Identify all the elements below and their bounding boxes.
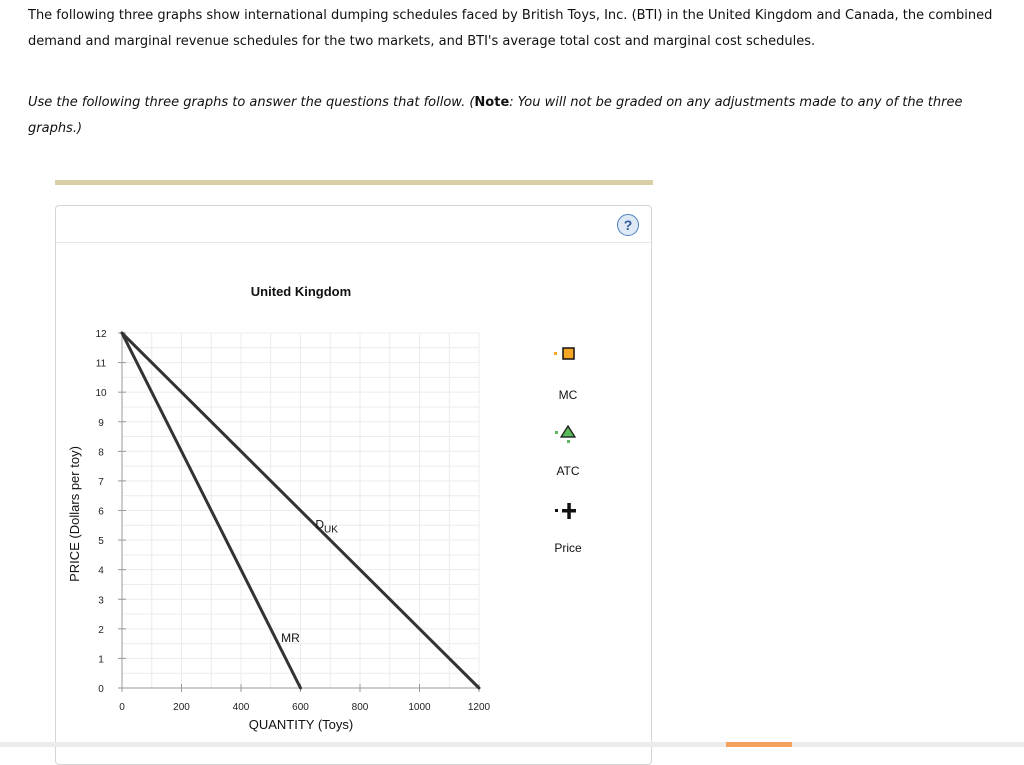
price-legend-item[interactable] [554,503,582,555]
chart-title: United Kingdom [250,284,352,299]
instructions-lead: Use the following three graphs to answer the questions that follow. ( [28,95,475,110]
bottom-scrollbar[interactable] [0,742,1024,747]
mc-legend-item[interactable] [554,348,578,402]
help-icon[interactable]: ? [617,214,639,236]
y-tick-label: 11 [95,358,107,370]
atc-legend-item[interactable] [555,426,580,478]
x-tick-label: 1200 [467,702,491,713]
scroll-thumb[interactable] [726,742,792,747]
y-tick-label: 4 [98,565,104,577]
y-tick-label: 12 [95,329,107,340]
x-axis-label: QUANTITY (Toys) [248,717,354,732]
black-dot-icon [555,509,558,512]
y-axis-label: PRICE (Dollars per toy) [67,446,82,582]
green-dot-icon [567,440,570,443]
y-tick-label: 3 [98,595,104,607]
green-triangle-icon[interactable] [561,426,575,437]
x-tick-label: 200 [173,702,190,713]
y-tick-label: 7 [98,476,104,488]
intro-text: The following three graphs show international dumping schedules faced by British Toys, Inc. (BTI) in the United Kingdom and Canada, the combined demand and marginal revenue schedules for the two markets, and BTI's average total cost and marginal cost schedules. [28,8,993,49]
orange-square-icon[interactable] [563,348,574,359]
legend-label-mc: MC [558,388,578,402]
series-label-mr: MR [281,631,300,646]
orange-square-icon[interactable] [554,352,557,355]
x-tick-label: 1000 [408,702,431,713]
legend-label-price: Price [554,541,582,555]
x-tick-label: 600 [292,702,309,713]
y-tick-label: 8 [98,447,104,459]
y-tick-label: 10 [95,388,107,400]
y-tick-label: 5 [98,536,104,548]
x-tick-label: 800 [351,702,369,713]
legend[interactable] [554,348,582,555]
black-cross-icon[interactable] [562,503,576,519]
series-label-d: $D_{UK}$ [315,517,338,536]
y-tick-label: 1 [98,654,104,666]
x-tick-label: 0 [119,702,125,713]
x-tick-label: 400 [232,702,250,713]
series-label-d-subscript: UK [324,524,338,536]
y-tick-label: 0 [98,684,104,695]
y-tick-label: 2 [98,624,104,636]
instructions-note: : You will not be graded on any adjustments made to any of the three graphs.) [28,95,963,136]
y-tick-label: 9 [98,417,104,429]
green-dot-icon [555,431,558,434]
y-tick-label: 6 [98,506,104,518]
tick-labels [95,329,490,713]
legend-label-atc: ATC [556,464,580,478]
note-label: Note [474,95,510,110]
